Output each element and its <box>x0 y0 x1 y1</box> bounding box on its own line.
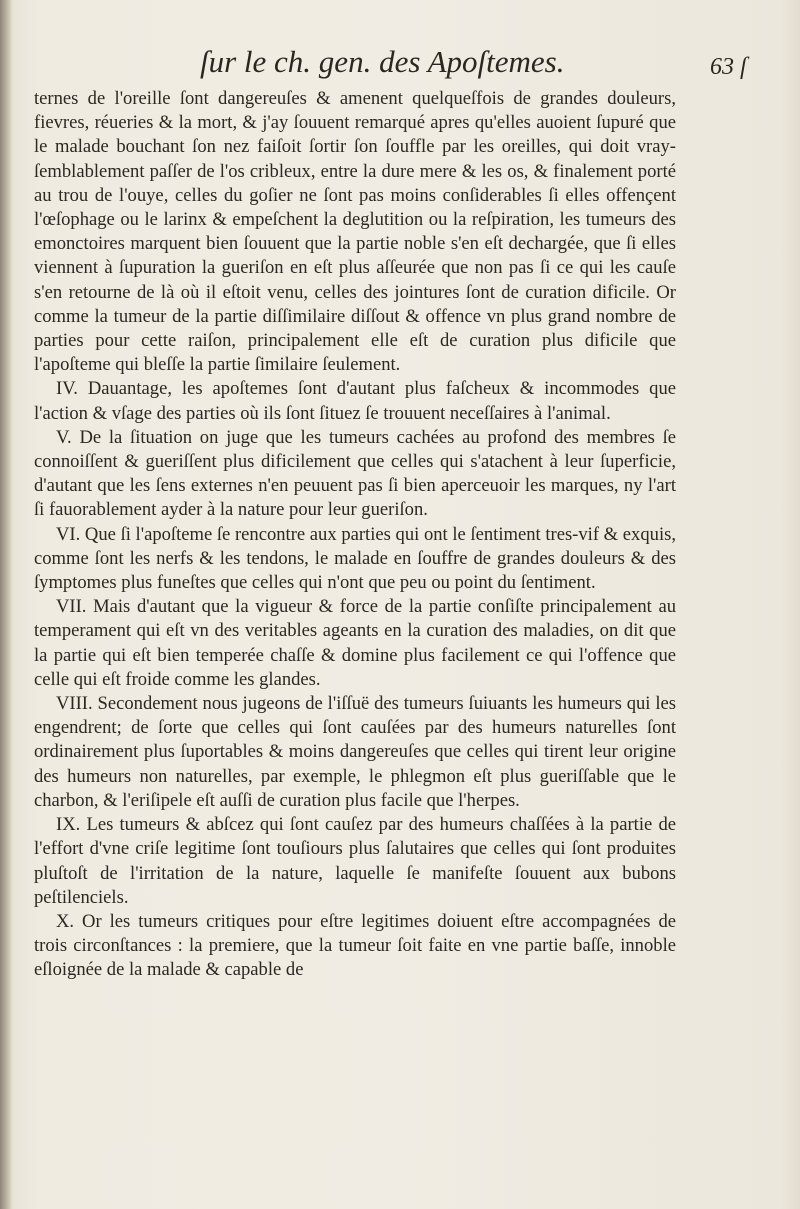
paragraph-vi: VI. Que ſi l'apoſteme ſe rencontre aux parties qui ont le ſentiment tres-vif & exquis, comme ſont les nerfs & les tendons, le malade en ſouffre de grandes douleurs & des ſymptomes plus funeſtes que celles qui n'ont que peu ou point du ſentiment. <box>34 523 676 594</box>
paragraph-v: V. De la ſituation on juge que les tumeurs cachées au profond des membres ſe connoiſſent & gueriſſent plus dificilement que celles qui s'atachent à leur ſuperficie, d'autant que les ſens externes n'en peuuent pas ſi bien aperceuoir les marques, ny l'art ſi fauorablement ayder à la nature pour leur gueriſon. <box>34 426 676 521</box>
running-title: ſur le ch. gen. des Apoſtemes. <box>200 44 565 79</box>
page-header <box>0 40 800 90</box>
page-number: 63 ſ <box>710 54 747 80</box>
paragraph-ix: IX. Les tumeurs & abſcez qui ſont cauſez par des humeurs chaſſées à la partie de l'effort d'vne criſe legitime ſont touſiours plus ſalutaires que celles qui ſont produites pluſtoſt de l'irritation de la nature, laquelle ſe manifeſte ſouuent aux bubons peſtilenciels. <box>34 814 676 908</box>
text-body <box>34 87 676 983</box>
paragraph-x: X. Or les tumeurs critiques pour eſtre legitimes doiuent eſtre accompagnées de trois circonſtances : la premiere, que la tumeur ſoit faite en vne partie baſſe, innoble eſloignée de la malade & capable de <box>34 910 676 981</box>
paragraph-continuation: ternes de l'oreille ſont dangereuſes & amenent quelqueſfois de grandes douleurs, fievres, réueries & la mort, & j'ay ſouuent remarqué apres qu'elles auoient ſupuré que le malade bouchant ſon nez faiſoit ſortir ſon ſouffle par les oreilles, qui doit vray-ſemblablement paſſer de l'os cribleux, entre la dure mere & les os, & finalement porté au trou de l'ouye, celles du goſier ne ſont pas moins conſiderables ſi elles offençent l'œſophage ou le larinx & empeſchent la deglutition ou la reſpiration, les tumeurs des emonctoires marquent bien ſouuent que la partie noble s'en eſt dechargée, que ſi elles viennent à ſupuration la gueriſon en eſt plus aſſeurée que non pas ſi ce qui les cauſe s'en retourne de là où il eſtoit venu, celles des jointures ſont de curation dificile. Or comme la tumeur de la partie diſſimilaire diſſout & offence vn plus grand nombre de parties pour cette raiſon, principalement elle eſt de curation plus dificile que l'apoſteme qui bleſſe la partie ſimilaire ſeulement. <box>34 88 676 376</box>
paragraph-vii: VII. Mais d'autant que la vigueur & force de la partie conſiſte principalement au temperament qui eſt vn des veritables ageants en la curation des maladies, on dit que la partie qui eſt bien temperée chaſſe & domine plus facilement ce qui l'offence que celle qui eſt froide comme les glandes. <box>34 596 676 690</box>
paragraph-iv: IV. Dauantage, les apoſtemes ſont d'autant plus faſcheux & incommodes que l'action & vſage des parties où ils ſont ſituez ſe trouuent neceſſaires à l'animal. <box>34 378 676 424</box>
paragraph-viii: VIII. Secondement nous jugeons de l'iſſuë des tumeurs ſuiuants les humeurs qui les engendrent; de ſorte que celles qui ſont cauſées par des humeurs naturelles ſont ordinairement plus ſuportables & moins dangereuſes que celles qui tirent leur origine des humeurs non naturelles, par exemple, le phlegmon eſt plus gueriſſable que le charbon, & l'eriſipele eſt auſſi de curation plus facile que l'herpes. <box>34 693 676 811</box>
page-gutter-shadow <box>0 0 12 1209</box>
